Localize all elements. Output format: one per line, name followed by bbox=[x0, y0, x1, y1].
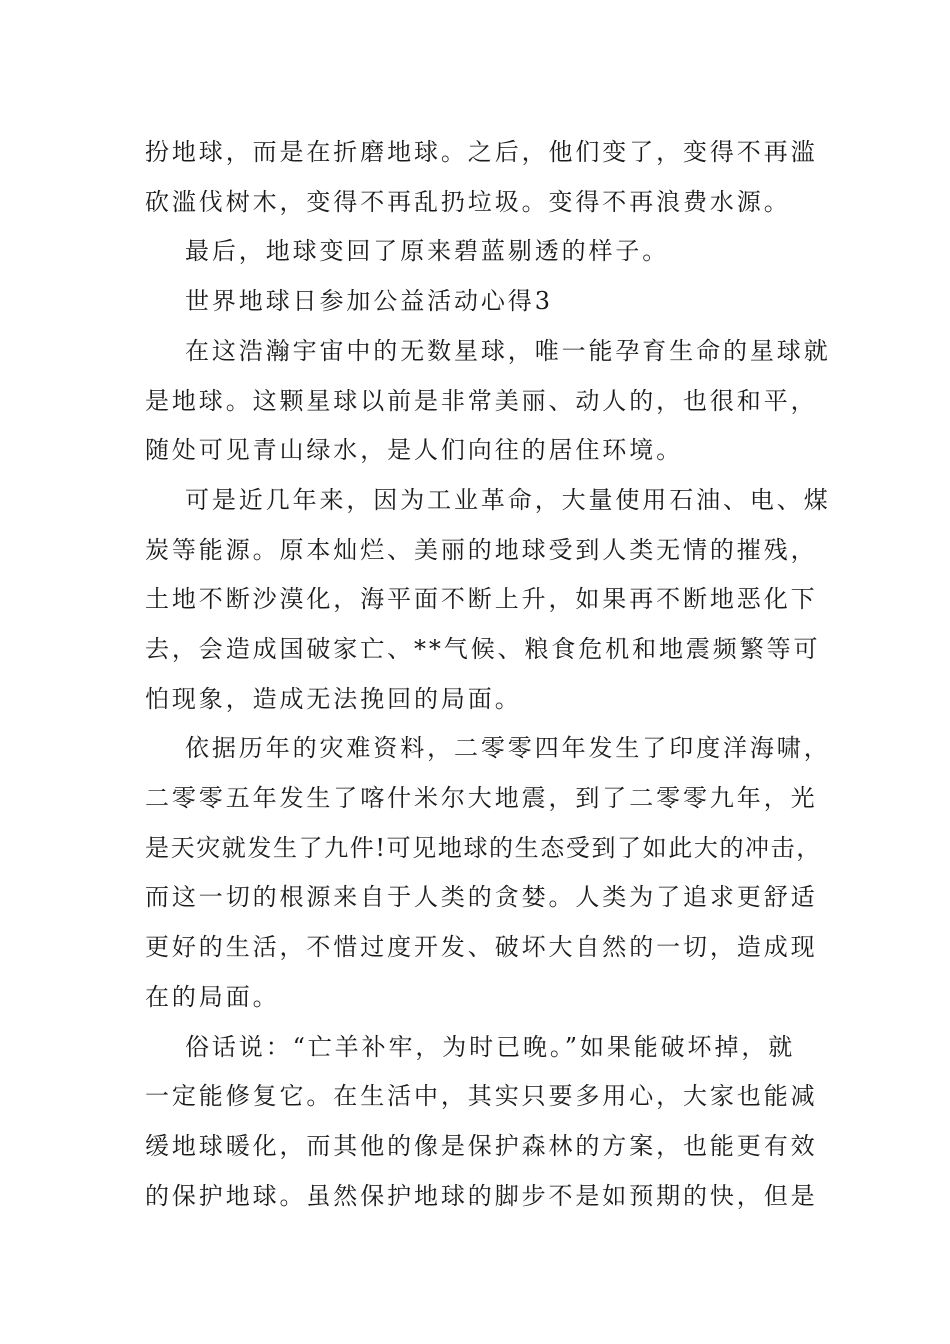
text-line-15: 是天灾就发生了九件!可见地球的生态受到了如此大的冲击， bbox=[145, 834, 822, 862]
text-line-6: 是地球。这颗星球以前是非常美丽、动人的，也很和平， bbox=[145, 387, 818, 415]
text-line-8: 可是近几年来，因为工业革命，大量使用石油、电、煤 bbox=[185, 486, 831, 514]
text-line-2: 砍滥伐树木，变得不再乱扔垃圾。变得不再浪费水源。 bbox=[145, 188, 791, 216]
text-line-3: 最后，地球变回了原来碧蓝剔透的样子。 bbox=[185, 237, 670, 265]
text-line-10: 土地不断沙漠化，海平面不断上升，如果再不断地恶化下 bbox=[145, 585, 818, 613]
text-line-18: 在的局面。 bbox=[145, 983, 280, 1011]
text-line-16: 而这一切的根源来自于人类的贪婪。人类为了追求更舒适 bbox=[145, 883, 818, 911]
text-line-11: 去，会造成国破家亡、**气候、粮食危机和地震频繁等可 bbox=[145, 635, 821, 663]
text-line-19: 俗话说：“亡羊补牢，为时已晚。”如果能破坏掉，就 bbox=[185, 1033, 796, 1061]
text-line-21: 缓地球暖化，而其他的像是保护森林的方案，也能更有效 bbox=[145, 1132, 818, 1160]
text-line-12: 怕现象，造成无法挽回的局面。 bbox=[145, 685, 522, 713]
text-line-5: 在这浩瀚宇宙中的无数星球，唯一能孕育生命的星球就 bbox=[185, 337, 831, 365]
text-line-1: 扮地球，而是在折磨地球。之后，他们变了，变得不再滥 bbox=[145, 138, 818, 166]
text-line-9: 炭等能源。原本灿烂、美丽的地球受到人类无情的摧残， bbox=[145, 536, 818, 564]
text-line-14: 二零零五年发生了喀什米尔大地震，到了二零零九年，光 bbox=[145, 784, 818, 812]
section-heading: 世界地球日参加公益活动心得3 bbox=[185, 287, 553, 315]
text-line-20: 一定能修复它。在生活中，其实只要多用心，大家也能减 bbox=[145, 1082, 818, 1110]
text-line-13: 依据历年的灾难资料，二零零四年发生了印度洋海啸， bbox=[185, 734, 831, 762]
text-line-7: 随处可见青山绿水，是人们向往的居住环境。 bbox=[145, 436, 683, 464]
text-line-17: 更好的生活，不惜过度开发、破坏大自然的一切，造成现 bbox=[145, 933, 818, 961]
text-line-22: 的保护地球。虽然保护地球的脚步不是如预期的快，但是 bbox=[145, 1182, 818, 1210]
